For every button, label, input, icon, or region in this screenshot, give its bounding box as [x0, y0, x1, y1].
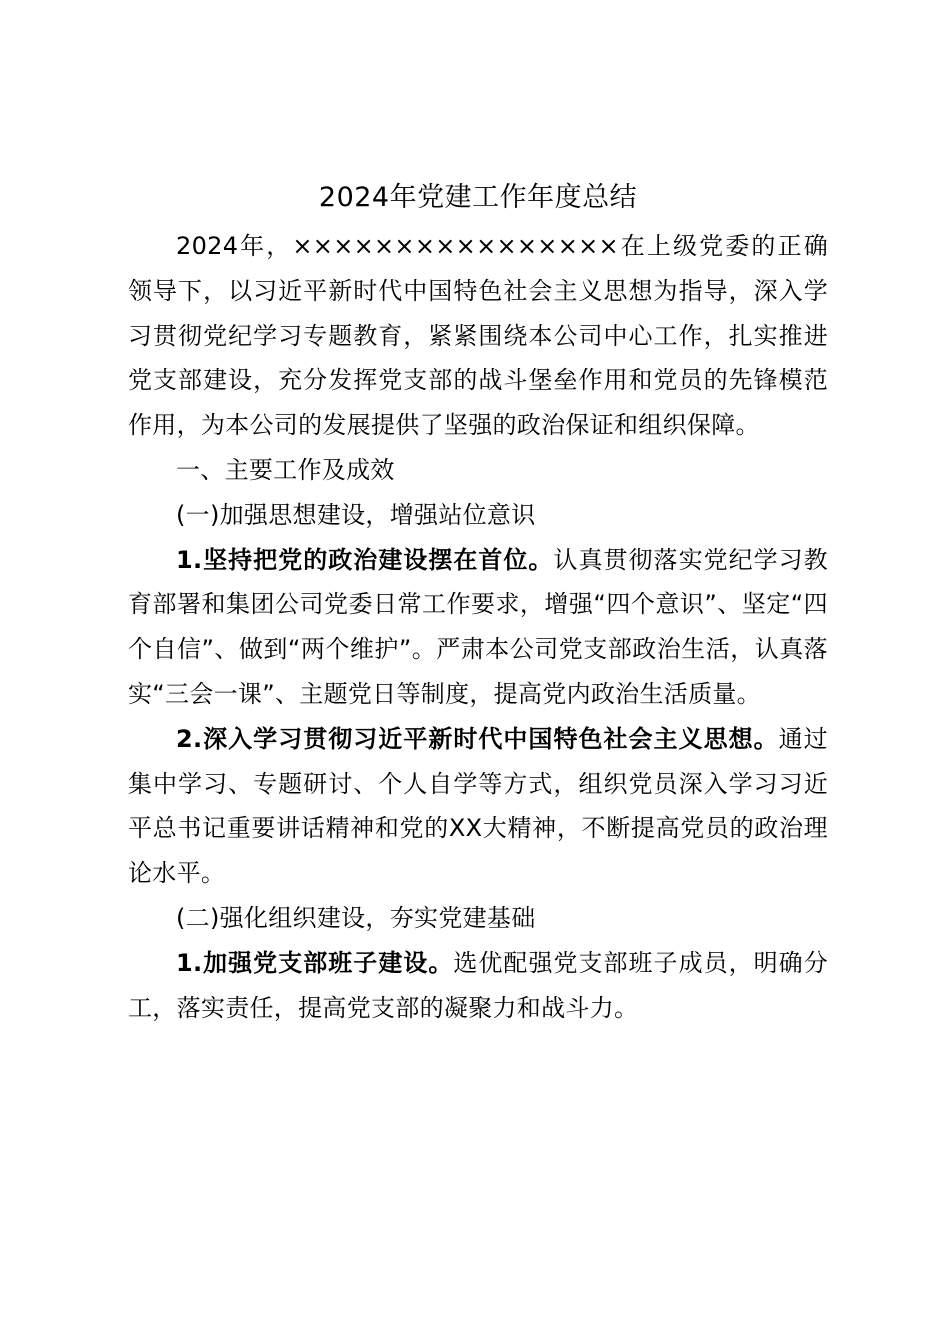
- subsection-heading-organization: (二)强化组织建设，夯实党建基础: [176, 903, 536, 932]
- paragraph-study-thought: [128, 717, 828, 896]
- item-text-study-thought: 通过集中学习、专题研讨、个人自学等方式，组织党员深入学习习近平总书记重要讲话精神和党的XX大精神，不断提高党员的政治理论水平。: [128, 724, 828, 888]
- item-heading-study-thought: 2.深入学习贯彻习近平新时代中国特色社会主义思想。: [176, 724, 779, 753]
- paragraph-branch-team: [128, 941, 828, 1031]
- item-heading-political-building: 1.坚持把党的政治建设摆在首位。: [176, 545, 554, 574]
- subsection-heading-ideology: (一)加强思想建设，增强站位意识: [176, 500, 536, 529]
- item-text-branch-team: 选优配强党支部班子成员，明确分工，落实责任，提高党支部的凝聚力和战斗力。: [128, 948, 828, 1022]
- document-title: 2024年党建工作年度总结: [318, 182, 638, 213]
- item-heading-branch-team: 1.加强党支部班子建设。: [176, 948, 454, 977]
- intro-paragraph: 2024年，××××××××××××××××在上级党委的正确领导下，以习近平新时代中国特色社会主义思想为指导，深入学习贯彻党纪学习专题教育，紧紧围绕本公司中心工作，扎实推进党支部建设，充分发挥党支部的战斗堡垒作用和党员的先锋模范作用，为本公司的发展提供了坚强的政治保证和组织保障。: [128, 232, 828, 440]
- document-body: [128, 176, 828, 1030]
- item-text-political-building: 认真贯彻落实党纪学习教育部署和集团公司党委日常工作要求，增强“四个意识”、坚定“四个自信”、做到“两个维护”。严肃本公司党支部政治生活，认真落实“三会一课”、主题党日等制度，提高党内政治生活质量。: [128, 545, 828, 708]
- paragraph-political-building: [128, 538, 828, 717]
- section-heading-main-work: 一、主要工作及成效: [176, 455, 395, 484]
